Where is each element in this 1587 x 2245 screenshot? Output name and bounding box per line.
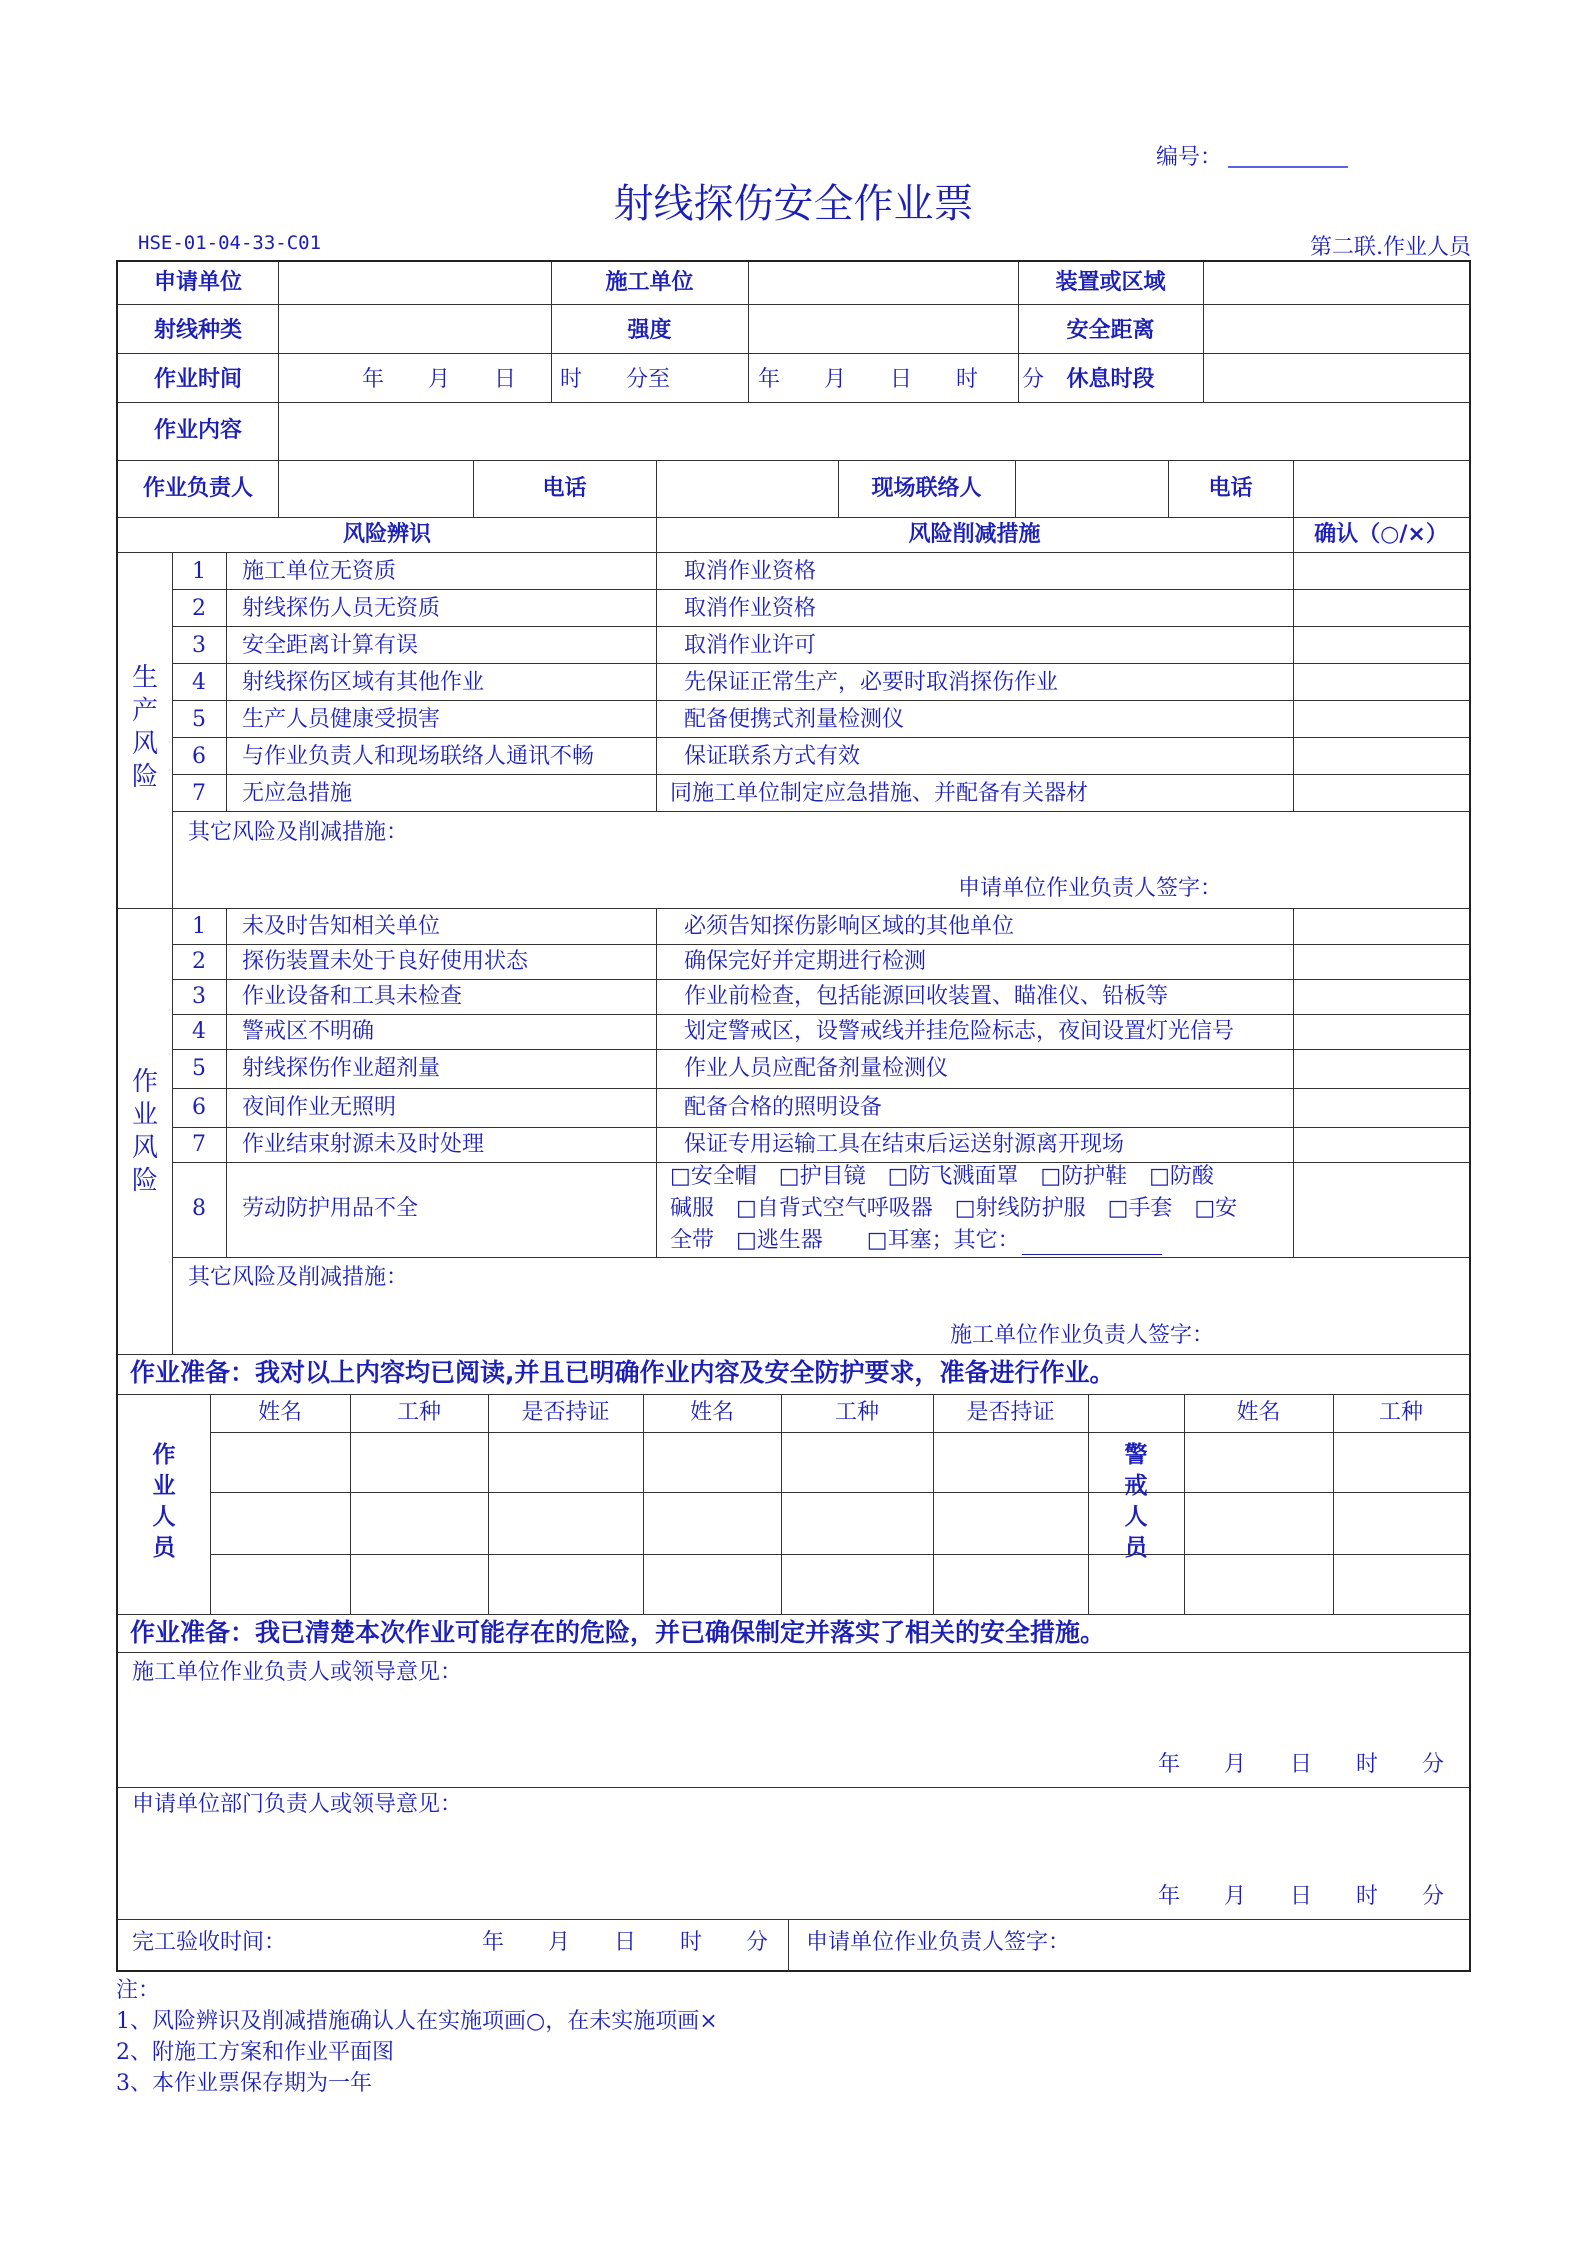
risk-measure: 同施工单位制定应急措施、并配备有关器材 bbox=[670, 781, 1089, 806]
ray-type-label: 射线种类 bbox=[153, 318, 242, 343]
col-trade: 工种 bbox=[834, 1400, 879, 1425]
risk-measure: 保证专用运输工具在结束后运送射源离开现场 bbox=[684, 1132, 1125, 1157]
risk-measure: 确保完好并定期进行检测 bbox=[684, 949, 927, 974]
risk-item: 无应急措施 bbox=[242, 781, 353, 806]
confirm-cell[interactable] bbox=[1294, 1091, 1468, 1121]
risk-measure: 作业前检查，包括能源回收装置、瞄准仪、铅板等 bbox=[684, 984, 1169, 1009]
completion-time-field[interactable]: 年 月 日 时 分 bbox=[482, 1930, 769, 1955]
operation-risk-label: 作 业 风 险 bbox=[131, 1067, 158, 1196]
notes bbox=[116, 1975, 718, 2099]
confirm-cell[interactable] bbox=[1294, 592, 1468, 622]
confirm-cell[interactable] bbox=[1294, 910, 1468, 940]
col-cert: 是否持证 bbox=[966, 1400, 1055, 1425]
confirm-cell[interactable] bbox=[1294, 740, 1468, 770]
risk-item: 施工单位无资质 bbox=[242, 559, 397, 584]
confirm-cell[interactable] bbox=[1294, 629, 1468, 659]
risk-no: 7 bbox=[192, 781, 206, 806]
production-sign-label: 申请单位作业负责人签字： bbox=[958, 876, 1223, 901]
col-name: 姓名 bbox=[689, 1400, 734, 1425]
document-code: HSE-01-04-33-C01 bbox=[138, 232, 322, 254]
serial-number-field[interactable] bbox=[1228, 166, 1348, 168]
operation-other-label: 其它风险及削减措施： bbox=[188, 1265, 409, 1290]
contractor-label: 施工单位 bbox=[605, 270, 694, 295]
col-cert: 是否持证 bbox=[521, 1400, 610, 1425]
risk-identify-header: 风险辨识 bbox=[342, 522, 431, 547]
risk-item: 作业设备和工具未检查 bbox=[242, 984, 463, 1009]
page-title: 射线探伤安全作业票 bbox=[613, 181, 974, 227]
intensity-label: 强度 bbox=[627, 318, 672, 343]
applicant-opinion-label: 申请单位部门负责人或领导意见： bbox=[132, 1792, 463, 1817]
risk-item: 射线探伤区域有其他作业 bbox=[242, 670, 485, 695]
risk-measure: 配备合格的照明设备 bbox=[684, 1095, 883, 1120]
risk-measure: 作业人员应配备剂量检测仪 bbox=[684, 1056, 949, 1081]
site-liaison-label: 现场联络人 bbox=[871, 476, 982, 501]
note-line: 1、风险辨识及削减措施确认人在实施项画○，在未实施项画× bbox=[116, 2009, 718, 2034]
col-name: 姓名 bbox=[1236, 1400, 1281, 1425]
risk-no: 7 bbox=[192, 1132, 206, 1157]
serial-number-label: 编号： bbox=[1156, 145, 1223, 170]
col-trade: 工种 bbox=[1378, 1400, 1423, 1425]
notes-title: 注： bbox=[116, 1978, 161, 2003]
rest-period-label: 休息时段 bbox=[1066, 367, 1155, 392]
col-trade: 工种 bbox=[396, 1400, 441, 1425]
work-time-label: 作业时间 bbox=[153, 367, 242, 392]
risk-measure: 取消作业资格 bbox=[684, 596, 817, 621]
phone-label-2: 电话 bbox=[1208, 476, 1253, 501]
production-risk-label: 生 产 风 险 bbox=[131, 663, 158, 792]
risk-no: 3 bbox=[192, 984, 206, 1009]
work-leader-label: 作业负责人 bbox=[142, 476, 253, 501]
risk-item: 射线探伤人员无资质 bbox=[242, 596, 441, 621]
risk-item: 生产人员健康受损害 bbox=[242, 707, 441, 732]
risk-measure: 划定警戒区，设警戒线并挂危险标志，夜间设置灯光信号 bbox=[684, 1019, 1235, 1044]
risk-item: 作业结束射源未及时处理 bbox=[242, 1132, 485, 1157]
work-time-field[interactable]: 年 月 日 时 分至 年 月 日 时 分 bbox=[362, 367, 1045, 392]
risk-measures-header: 风险削减措施 bbox=[908, 522, 1041, 547]
contractor-opinion-label: 施工单位作业负责人或领导意见： bbox=[132, 1660, 463, 1685]
applicant-opinion-date[interactable]: 年 月 日 时 分 bbox=[1158, 1884, 1445, 1909]
operation-sign-label: 施工单位作业负责人签字： bbox=[950, 1323, 1215, 1348]
ppe-other-field[interactable] bbox=[1022, 1254, 1162, 1255]
confirm-cell[interactable] bbox=[1294, 1015, 1468, 1045]
risk-item: 探伤装置未处于良好使用状态 bbox=[242, 949, 529, 974]
confirm-cell[interactable] bbox=[1294, 945, 1468, 975]
confirm-cell[interactable] bbox=[1294, 777, 1468, 807]
risk-no: 5 bbox=[192, 707, 206, 732]
confirm-cell[interactable] bbox=[1294, 666, 1468, 696]
risk-item: 与作业负责人和现场联络人通讯不畅 bbox=[242, 744, 595, 769]
note-line: 2、附施工方案和作业平面图 bbox=[116, 2040, 394, 2065]
risk-no: 4 bbox=[192, 1019, 206, 1044]
confirm-cell[interactable] bbox=[1294, 1128, 1468, 1158]
confirm-cell[interactable] bbox=[1294, 1052, 1468, 1082]
risk-item: 未及时告知相关单位 bbox=[242, 914, 441, 939]
preparation-statement-1: 作业准备：我对以上内容均已阅读,并且已明确作业内容及安全防护要求，准备进行作业。 bbox=[130, 1358, 1115, 1387]
risk-measure: 保证联系方式有效 bbox=[684, 744, 861, 769]
risk-no: 2 bbox=[192, 596, 206, 621]
risk-no: 2 bbox=[192, 949, 206, 974]
ppe-line-2[interactable]: 碱服 □自背式空气呼吸器 □射线防护服 □手套 □安 bbox=[670, 1196, 1238, 1221]
note-line: 3、本作业票保存期为一年 bbox=[116, 2071, 372, 2096]
safe-distance-label: 安全距离 bbox=[1066, 318, 1155, 343]
risk-no: 1 bbox=[192, 559, 206, 584]
device-area-label: 装置或区域 bbox=[1055, 270, 1166, 295]
confirm-cell[interactable] bbox=[1294, 555, 1468, 585]
work-content-label: 作业内容 bbox=[153, 418, 242, 443]
risk-no: 8 bbox=[192, 1196, 206, 1221]
ppe-line-1[interactable]: □安全帽 □护目镜 □防飞溅面罩 □防护鞋 □防酸 bbox=[670, 1164, 1214, 1189]
applicant-label: 申请单位 bbox=[153, 270, 242, 295]
risk-no: 4 bbox=[192, 670, 206, 695]
phone-label-1: 电话 bbox=[542, 476, 587, 501]
col-name: 姓名 bbox=[257, 1400, 302, 1425]
risk-item: 射线探伤作业超剂量 bbox=[242, 1056, 441, 1081]
confirm-cell[interactable] bbox=[1294, 703, 1468, 733]
risk-measure: 必须告知探伤影响区域的其他单位 bbox=[684, 914, 1015, 939]
risk-item: 劳动防护用品不全 bbox=[242, 1196, 419, 1221]
risk-no: 3 bbox=[192, 633, 206, 658]
risk-no: 1 bbox=[192, 914, 206, 939]
risk-measure: 取消作业许可 bbox=[684, 633, 817, 658]
risk-item: 警戒区不明确 bbox=[242, 1019, 375, 1044]
workers-label: 作 业 人 员 bbox=[152, 1442, 176, 1561]
production-other-label: 其它风险及削减措施： bbox=[188, 820, 409, 845]
risk-no: 5 bbox=[192, 1056, 206, 1081]
risk-measure: 配备便携式剂量检测仪 bbox=[684, 707, 905, 732]
confirm-header: 确认（○/×） bbox=[1314, 522, 1448, 547]
ppe-line-3[interactable]: 全带 □逃生器 □耳塞；其它： bbox=[670, 1228, 1020, 1253]
confirm-cell[interactable] bbox=[1294, 980, 1468, 1010]
permit-form bbox=[116, 260, 1471, 1972]
risk-measure: 取消作业资格 bbox=[684, 559, 817, 584]
completion-sign-label: 申请单位作业负责人签字： bbox=[806, 1930, 1071, 1955]
risk-item: 安全距离计算有误 bbox=[242, 633, 419, 658]
risk-no: 6 bbox=[192, 1095, 206, 1120]
risk-item: 夜间作业无照明 bbox=[242, 1095, 397, 1120]
completion-time-label: 完工验收时间： bbox=[132, 1930, 287, 1955]
copy-label: 第二联.作业人员 bbox=[1310, 235, 1471, 260]
contractor-opinion-date[interactable]: 年 月 日 时 分 bbox=[1158, 1752, 1445, 1777]
preparation-statement-2: 作业准备：我已清楚本次作业可能存在的危险，并已确保制定并落实了相关的安全措施。 bbox=[130, 1618, 1106, 1647]
risk-measure: 先保证正常生产，必要时取消探伤作业 bbox=[684, 670, 1059, 695]
risk-no: 6 bbox=[192, 744, 206, 769]
guards-label: 警 戒 人 员 bbox=[1124, 1442, 1148, 1561]
